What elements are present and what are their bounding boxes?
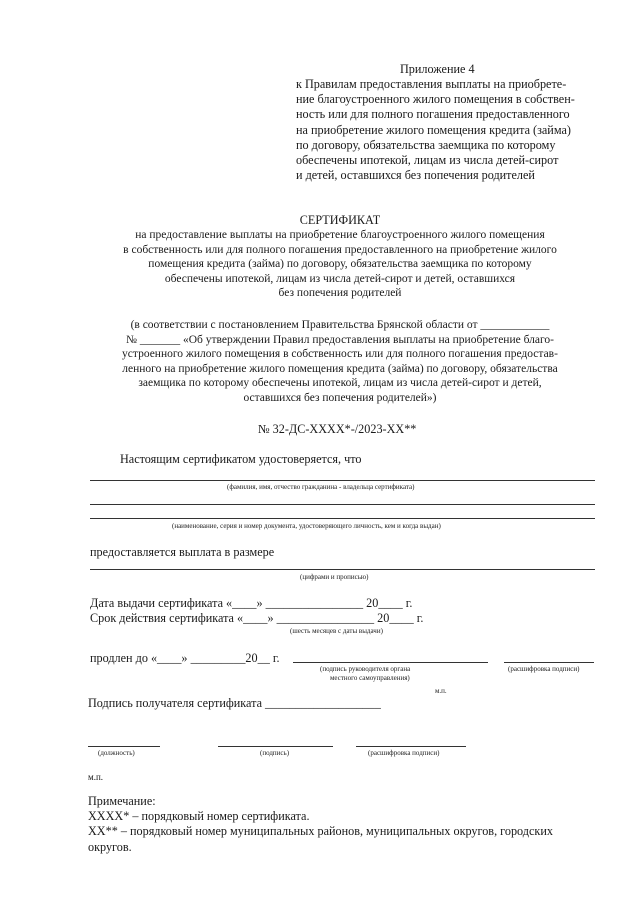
signature-line[interactable]: [218, 746, 333, 747]
stamp-place-2: м.п.: [88, 772, 104, 782]
stamp-place-1: м.п.: [435, 687, 447, 695]
fio-line[interactable]: [90, 480, 595, 481]
caption-signature-decoding: (расшифровка подписи): [508, 665, 580, 673]
signature-decoding-line-1[interactable]: [504, 662, 594, 663]
payment-text: предоставляется выплата в размере: [90, 545, 275, 559]
appendix-line: и детей, оставшихся без попечения родителей: [296, 168, 535, 183]
issue-date-field[interactable]: Дата выдачи сертификата «____» ________________ 20____ г.: [90, 596, 413, 610]
resolution-line: устроенного жилого помещения в собственность или для полного погашения предостав-: [122, 348, 558, 361]
subtitle-line: обеспечены ипотекой, лицам из числа детей-сирот и детей, оставшихся: [164, 272, 516, 285]
certificate-number: № 32-ДС-XXXX*-/2023-XX**: [258, 422, 417, 436]
appendix-line: обеспечены ипотекой, лицам из числа детей-сирот: [296, 153, 559, 168]
notes-title: Примечание:: [88, 794, 156, 808]
validity-field[interactable]: Срок действия сертификата «____» ________________ 20____ г.: [90, 611, 424, 625]
resolution-line: ленного на приобретение жилого помещения кредита (займа) по договору, обязательства: [122, 362, 558, 375]
caption-document: (наименование, серия и номер документа, удостоверяющего личность, кем и когда выдан): [172, 522, 441, 530]
notes: [88, 794, 553, 855]
extended-date-field[interactable]: продлен до «____» _________20__ г.: [90, 651, 280, 665]
appendix-line: на приобретение жилого помещения кредита (займа): [296, 122, 571, 137]
subtitle-line: в собственность или для полного погашения предоставленного на приобретение жилого: [123, 243, 557, 256]
caption-head-signature: (подпись руководителя органа: [320, 665, 411, 673]
resolution-line: оставшихся без попечения родителей»): [243, 391, 437, 404]
caption-position: (должность): [98, 749, 135, 757]
subtitle-line: без попечения родителей: [278, 287, 402, 300]
appendix-line: ние благоустроенного жилого помещения в собствен-: [296, 92, 575, 107]
appendix-line: по договору, обязательства заемщика по которому: [296, 137, 556, 152]
caption-signature: (подпись): [260, 749, 290, 757]
certificate-title: СЕРТИФИКАТ: [299, 213, 381, 227]
document-line-2[interactable]: [90, 518, 595, 519]
amount-line[interactable]: [90, 569, 595, 570]
caption-amount: (цифрами и прописью): [300, 573, 369, 581]
appendix-line: к Правилам предоставления выплаты на приобрете-: [296, 77, 567, 91]
caption-validity: (шесть месяцев с даты выдачи): [290, 627, 383, 635]
caption-fio: (фамилия, имя, отчество гражданина - владельца сертификата): [227, 483, 415, 491]
appendix-title: Приложение 4: [400, 62, 475, 76]
certifies-text: Настоящим сертификатом удостоверяется, что: [120, 452, 362, 466]
subtitle-line: помещения кредита (займа) по договору, обязательства заемщика по которому: [148, 258, 532, 271]
resolution-line: (в соответствии с постановлением Правительства Брянской области от ____________: [130, 319, 550, 331]
certificate-subtitle: [0, 228, 640, 301]
resolution-line: № _______ «Об утверждении Правил предоставления выплаты на приобретение благо-: [125, 333, 555, 346]
note-line: XX** – порядковый номер муниципальных районов, муниципальных округов, городских: [88, 824, 553, 839]
note-line: округов.: [88, 839, 132, 854]
caption-head-signature-2: местного самоуправления): [330, 674, 410, 682]
appendix-text: [296, 77, 575, 183]
document-line-1[interactable]: [90, 504, 595, 505]
note-line: XXXX* – порядковый номер сертификата.: [88, 809, 310, 824]
signature-decoding-line-2[interactable]: [356, 746, 466, 747]
resolution-line: заемщика по которому обеспечены ипотекой, лицам из числа детей-сирот и детей,: [138, 377, 542, 390]
position-line[interactable]: [88, 746, 160, 747]
resolution-paragraph: [80, 318, 600, 406]
head-signature-line[interactable]: [293, 662, 488, 663]
recipient-signature-field[interactable]: Подпись получателя сертификата ___________________: [88, 696, 381, 710]
subtitle-line: на предоставление выплаты на приобретение благоустроенного жилого помещения: [135, 229, 545, 241]
appendix-line: ность или для полного погашения предоставленного: [296, 107, 570, 122]
caption-signature-decoding-2: (расшифровка подписи): [368, 749, 440, 757]
